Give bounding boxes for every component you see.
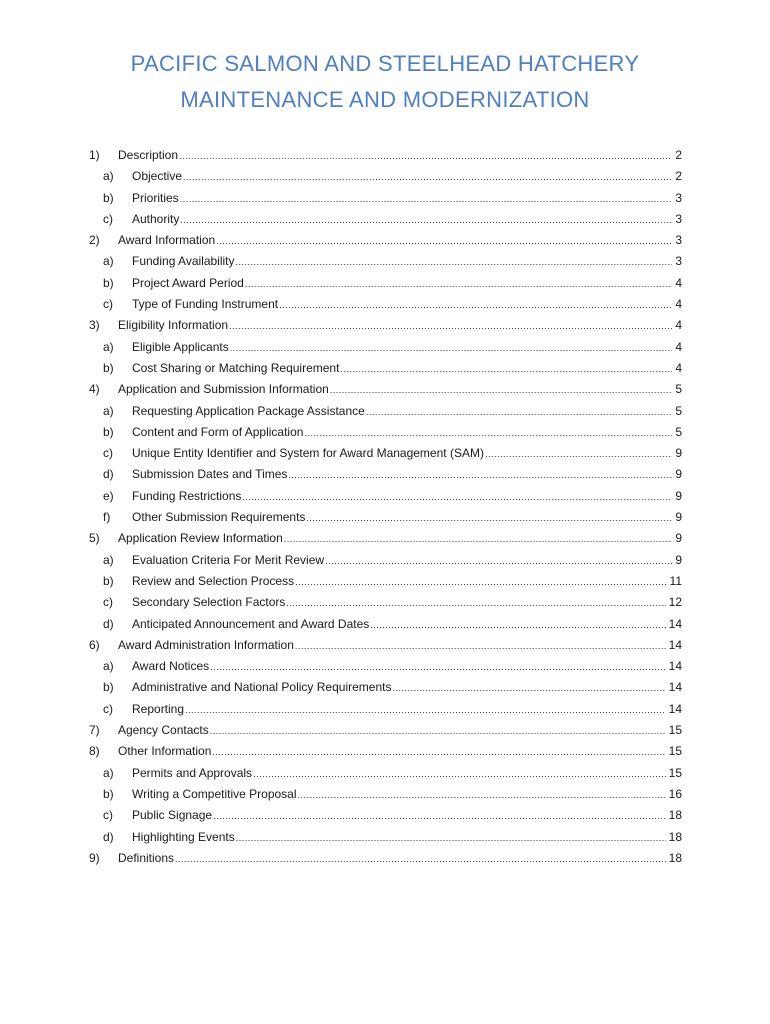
- toc-entry-row: [132, 273, 682, 295]
- toc-subsection-entry[interactable]: [0, 337, 770, 358]
- toc-entry-page-number: 4: [675, 275, 682, 290]
- toc-entry-page-number: 3: [675, 233, 682, 248]
- toc-entry-label: Highlighting Events: [132, 829, 235, 844]
- toc-entry-page-number: 2: [675, 169, 682, 184]
- toc-dot-leader: [185, 700, 666, 721]
- toc-entry-page-number: 9: [675, 488, 682, 503]
- toc-entry-number: 7): [89, 723, 100, 738]
- toc-dot-leader: [213, 806, 666, 827]
- toc-entry-page-number: 15: [668, 723, 682, 738]
- toc-dot-leader: [180, 210, 672, 231]
- toc-dot-leader: [370, 615, 665, 636]
- toc-entry-row: [132, 337, 682, 359]
- toc-entry-number: 6): [89, 637, 100, 652]
- toc-entry-page-number: 14: [668, 701, 682, 716]
- toc-entry-row: [132, 507, 682, 529]
- toc-entry-number: b): [103, 190, 114, 205]
- toc-entry-page-number: 5: [675, 382, 682, 397]
- toc-entry-page-number: 11: [669, 573, 682, 588]
- toc-dot-leader: [230, 338, 673, 359]
- toc-dot-leader: [485, 444, 672, 465]
- toc-entry-number: b): [103, 680, 114, 695]
- toc-entry-row: [132, 571, 682, 593]
- toc-entry-page-number: 2: [675, 148, 682, 162]
- toc-dot-leader: [392, 678, 665, 699]
- toc-entry-number: b): [103, 424, 114, 439]
- toc-subsection-entry[interactable]: [0, 614, 770, 635]
- toc-entry-row: [118, 528, 682, 550]
- toc-entry-row: [132, 464, 682, 486]
- toc-entry-page-number: 18: [668, 829, 682, 844]
- toc-dot-leader: [295, 572, 666, 593]
- toc-subsection-entry[interactable]: [0, 571, 770, 592]
- toc-entry-page-number: 14: [668, 659, 682, 674]
- toc-dot-leader: [212, 742, 665, 763]
- toc-entry-number: c): [103, 808, 113, 823]
- toc-entry-row: [132, 550, 682, 572]
- toc-entry-page-number: 3: [675, 190, 682, 205]
- toc-entry-page-number: 4: [675, 360, 682, 375]
- toc-dot-leader: [306, 508, 672, 529]
- toc-entry-label: Content and Form of Application: [132, 424, 304, 439]
- toc-entry-label: Application Review Information: [118, 531, 283, 546]
- toc-entry-label: Public Signage: [132, 808, 213, 823]
- toc-entry-number: 2): [89, 233, 100, 248]
- toc-entry-row: [132, 166, 682, 188]
- toc-entry-number: c): [103, 701, 113, 716]
- toc-entry-number: c): [103, 297, 113, 312]
- toc-dot-leader: [242, 487, 672, 508]
- toc-entry-number: f): [103, 510, 111, 525]
- toc-entry-number: 1): [89, 148, 100, 162]
- toc-entry-page-number: 4: [675, 297, 682, 312]
- toc-entry-row: [118, 635, 682, 657]
- toc-entry-row: [118, 741, 682, 763]
- toc-entry-row: [132, 401, 682, 423]
- toc-entry-number: a): [103, 659, 114, 674]
- toc-subsection-entry[interactable]: [0, 677, 770, 698]
- toc-entry-label: Project Award Period: [132, 275, 244, 290]
- toc-dot-leader: [175, 849, 666, 870]
- toc-entry-number: b): [103, 360, 114, 375]
- toc-subsection-entry[interactable]: [0, 656, 770, 677]
- toc-dot-leader: [288, 465, 672, 486]
- toc-entry-number: a): [103, 339, 114, 354]
- toc-entry-page-number: 9: [675, 531, 682, 546]
- document-title-line-1: PACIFIC SALMON AND STEELHEAD HATCHERY: [130, 51, 640, 76]
- toc-dot-leader: [253, 764, 666, 785]
- toc-section-entry[interactable]: [0, 315, 770, 336]
- toc-section-entry[interactable]: [0, 230, 770, 251]
- toc-entry-row: [132, 784, 682, 806]
- toc-subsection-entry[interactable]: [0, 699, 770, 720]
- toc-entry-label: Other Submission Requirements: [132, 510, 306, 525]
- toc-entry-row: [132, 358, 682, 380]
- toc-entry-page-number: 3: [675, 254, 682, 269]
- toc-entry-row: [132, 443, 682, 465]
- toc-subsection-entry[interactable]: [0, 251, 770, 272]
- toc-subsection-entry[interactable]: [0, 550, 770, 571]
- toc-entry-number: 5): [89, 531, 100, 546]
- toc-entry-label: Award Notices: [132, 659, 210, 674]
- toc-subsection-entry[interactable]: [0, 784, 770, 805]
- toc-entry-label: Description: [118, 148, 179, 162]
- toc-entry-label: Eligible Applicants: [132, 339, 229, 354]
- toc-entry-page-number: 15: [668, 765, 682, 780]
- toc-entry-label: Authority: [132, 211, 180, 226]
- toc-entry-row: [118, 379, 682, 401]
- toc-entry-number: 4): [89, 382, 100, 397]
- toc-section-entry[interactable]: [0, 741, 770, 762]
- toc-entry-label: Unique Entity Identifier and System for Award Management (SAM): [132, 446, 484, 461]
- toc-entry-number: a): [103, 169, 114, 184]
- toc-entry-page-number: 14: [668, 637, 682, 652]
- toc-entry-row: [118, 848, 682, 870]
- toc-entry-label: Agency Contacts: [118, 723, 209, 738]
- toc-subsection-entry[interactable]: [0, 273, 770, 294]
- toc-entry-label: Other Information: [118, 744, 212, 759]
- toc-dot-leader: [236, 252, 673, 273]
- toc-dot-leader: [180, 189, 673, 210]
- toc-entry-row: [132, 656, 682, 678]
- toc-entry-row: [118, 145, 682, 167]
- toc-entry-label: Cost Sharing or Matching Requirement: [132, 360, 340, 375]
- toc-entry-row: [132, 592, 682, 614]
- toc-entry-row: [132, 294, 682, 316]
- toc-subsection-entry[interactable]: [0, 507, 770, 528]
- toc-entry-label: Award Administration Information: [118, 637, 294, 652]
- toc-dot-leader: [366, 402, 672, 423]
- toc-entry-number: 9): [89, 850, 100, 865]
- toc-entry-label: Review and Selection Process: [132, 573, 295, 588]
- toc-dot-leader: [245, 274, 672, 295]
- toc-entry-page-number: 14: [668, 616, 682, 631]
- toc-entry-label: Reporting: [132, 701, 185, 716]
- toc-subsection-entry[interactable]: [0, 422, 770, 443]
- toc-entry-label: Funding Restrictions: [132, 488, 242, 503]
- toc-entry-number: c): [103, 595, 113, 610]
- toc-entry-row: [132, 763, 682, 785]
- toc-entry-page-number: 16: [668, 786, 682, 801]
- toc-entry-row: [132, 699, 682, 721]
- toc-entry-label: Evaluation Criteria For Merit Review: [132, 552, 325, 567]
- toc-entry-label: Writing a Competitive Proposal: [132, 786, 297, 801]
- toc-dot-leader: [286, 593, 665, 614]
- toc-subsection-entry[interactable]: [0, 763, 770, 784]
- toc-entry-row: [118, 315, 682, 337]
- toc-entry-label: Requesting Application Package Assistance: [132, 403, 365, 418]
- toc-entry-label: Objective: [132, 169, 183, 184]
- toc-entry-label: Submission Dates and Times: [132, 467, 288, 482]
- toc-subsection-entry[interactable]: [0, 401, 770, 422]
- toc-section-entry[interactable]: [0, 635, 770, 656]
- toc-dot-leader: [210, 657, 665, 678]
- toc-entry-row: [132, 614, 682, 636]
- toc-section-entry[interactable]: [0, 379, 770, 400]
- toc-entry-number: e): [103, 488, 114, 503]
- toc-entry-number: c): [103, 211, 113, 226]
- toc-subsection-entry[interactable]: [0, 486, 770, 507]
- toc-subsection-entry[interactable]: [0, 166, 770, 187]
- toc-entry-row: [132, 486, 682, 508]
- toc-dot-leader: [295, 636, 666, 657]
- toc-subsection-entry[interactable]: [0, 358, 770, 379]
- toc-entry-page-number: 18: [668, 850, 682, 865]
- toc-entry-number: a): [103, 254, 114, 269]
- toc-dot-leader: [279, 295, 672, 316]
- toc-entry-number: b): [103, 573, 114, 588]
- toc-dot-leader: [340, 359, 672, 380]
- document-title-line-2: MAINTENANCE AND MODERNIZATION: [180, 87, 590, 112]
- toc-entry-label: Application and Submission Information: [118, 382, 329, 397]
- toc-section-entry[interactable]: [0, 528, 770, 549]
- toc-entry-number: d): [103, 829, 114, 844]
- toc-entry-label: Anticipated Announcement and Award Dates: [132, 616, 370, 631]
- toc-entry-row: [118, 720, 682, 742]
- toc-entry-number: 3): [89, 318, 100, 333]
- toc-entry-label: Award Information: [118, 233, 216, 248]
- toc-entry-page-number: 12: [668, 595, 682, 610]
- toc-entry-number: d): [103, 616, 114, 631]
- toc-entry-page-number: 9: [675, 467, 682, 482]
- toc-entry-page-number: 4: [675, 318, 682, 333]
- toc-entry-page-number: 3: [675, 211, 682, 226]
- toc-entry-number: a): [103, 403, 114, 418]
- toc-subsection-entry[interactable]: [0, 827, 770, 848]
- toc-entry-label: Eligibility Information: [118, 318, 229, 333]
- toc-dot-leader: [298, 785, 666, 806]
- toc-section-entry[interactable]: [0, 720, 770, 741]
- toc-entry-page-number: 9: [675, 446, 682, 461]
- toc-entry-number: b): [103, 275, 114, 290]
- toc-entry-label: Secondary Selection Factors: [132, 595, 286, 610]
- toc-subsection-entry[interactable]: [0, 209, 770, 230]
- toc-dot-leader: [183, 167, 672, 188]
- toc-entry-page-number: 5: [675, 424, 682, 439]
- toc-entry-number: 8): [89, 744, 100, 759]
- toc-entry-page-number: 9: [675, 552, 682, 567]
- toc-entry-page-number: 15: [668, 744, 682, 759]
- toc-section-entry[interactable]: [0, 848, 770, 869]
- toc-subsection-entry[interactable]: [0, 592, 770, 613]
- toc-subsection-entry[interactable]: [0, 188, 770, 209]
- toc-entry-page-number: 9: [675, 510, 682, 525]
- toc-dot-leader: [304, 423, 672, 444]
- toc-entry-row: [118, 230, 682, 252]
- toc-dot-leader: [236, 828, 666, 849]
- toc-entry-row: [132, 422, 682, 444]
- toc-entry-label: Administrative and National Policy Requirements: [132, 680, 392, 695]
- toc-dot-leader: [229, 316, 672, 337]
- toc-entry-label: Priorities: [132, 190, 179, 205]
- toc-dot-leader: [284, 529, 673, 550]
- toc-entry-number: c): [103, 446, 113, 461]
- toc-section-entry[interactable]: [0, 145, 770, 166]
- toc-dot-leader: [210, 721, 666, 742]
- toc-entry-label: Definitions: [118, 850, 175, 865]
- toc-entry-row: [132, 805, 682, 827]
- toc-dot-leader: [179, 146, 672, 167]
- toc-subsection-entry[interactable]: [0, 464, 770, 485]
- toc-entry-page-number: 18: [668, 808, 682, 823]
- toc-dot-leader: [330, 380, 673, 401]
- toc-entry-label: Funding Availability: [132, 254, 235, 269]
- toc-entry-page-number: 5: [675, 403, 682, 418]
- toc-entry-page-number: 4: [675, 339, 682, 354]
- toc-entry-label: Type of Funding Instrument: [132, 297, 279, 312]
- toc-dot-leader: [325, 551, 672, 572]
- toc-subsection-entry[interactable]: [0, 805, 770, 826]
- table-of-contents: [0, 145, 770, 869]
- toc-dot-leader: [216, 231, 672, 252]
- toc-subsection-entry[interactable]: [0, 443, 770, 464]
- toc-entry-row: [132, 251, 682, 273]
- toc-subsection-entry[interactable]: [0, 294, 770, 315]
- toc-entry-row: [132, 827, 682, 849]
- toc-entry-number: b): [103, 786, 114, 801]
- toc-entry-label: Permits and Approvals: [132, 765, 253, 780]
- toc-entry-row: [132, 188, 682, 210]
- toc-entry-row: [132, 677, 682, 699]
- toc-entry-number: a): [103, 765, 114, 780]
- toc-entry-row: [132, 209, 682, 231]
- toc-entry-number: d): [103, 467, 114, 482]
- toc-entry-number: a): [103, 552, 114, 567]
- toc-entry-page-number: 14: [668, 680, 682, 695]
